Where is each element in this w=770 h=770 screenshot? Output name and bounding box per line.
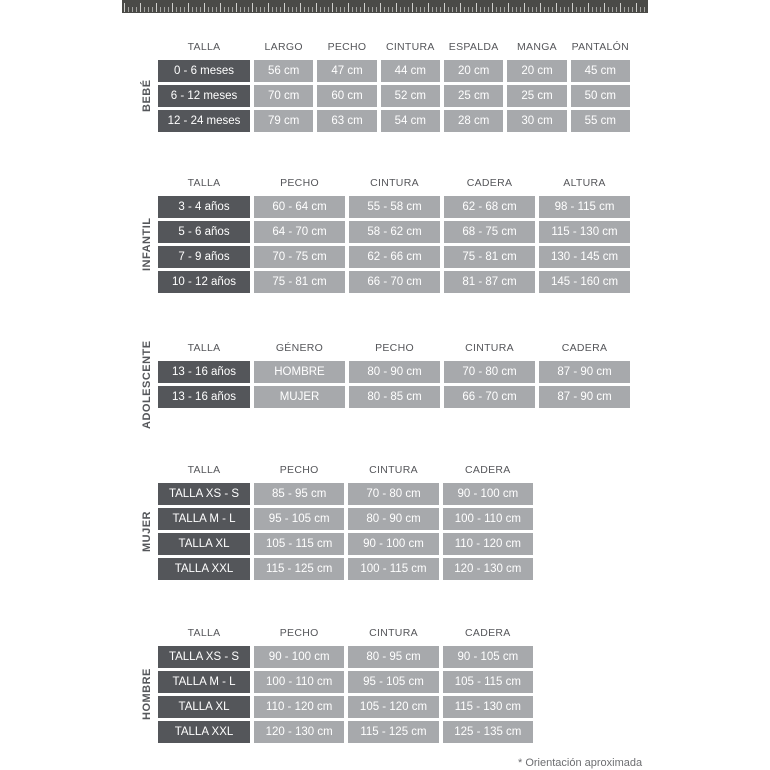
col-header: PECHO [279,463,319,476]
value-cell: 90 - 100 cm [254,646,344,668]
col-header: CINTURA [385,40,435,53]
value-cell: 62 - 68 cm [444,196,535,218]
col-header: CADERA [466,176,513,189]
col-header: TALLA [187,176,221,189]
size-cell: 10 - 12 años [158,271,250,293]
table-hombre [141,622,533,743]
value-cell: 115 - 130 cm [539,221,630,243]
value-cell: 90 - 105 cm [443,646,533,668]
col-header: LARGO [264,40,303,53]
value-cell: 44 cm [381,60,440,82]
table-mujer [141,459,533,580]
col-header: PANTALÓN [571,40,630,53]
col-header: PECHO [375,341,414,354]
size-cell: 12 - 24 meses [158,110,250,132]
size-cell: 7 - 9 años [158,246,250,268]
value-cell: 115 - 125 cm [348,721,438,743]
size-cell: TALLA XXL [158,721,250,743]
value-cell: 60 cm [317,85,376,107]
value-cell: 70 - 75 cm [254,246,345,268]
size-cell: TALLA XS - S [158,646,250,668]
ruler-ticks-long [124,3,646,12]
col-header: CADERA [465,463,511,476]
value-cell: 85 - 95 cm [254,483,344,505]
size-cell: TALLA XXL [158,558,250,580]
value-cell: 120 - 130 cm [254,721,344,743]
value-cell: 20 cm [444,60,503,82]
col-header: CINTURA [369,626,418,639]
value-cell: 90 - 100 cm [443,483,533,505]
value-cell: 80 - 90 cm [349,361,440,383]
value-cell: 98 - 115 cm [539,196,630,218]
footnote: * Orientación aproximada [518,757,643,769]
value-cell: 25 cm [507,85,566,107]
col-header: GÉNERO [275,341,324,354]
value-cell: 80 - 95 cm [348,646,438,668]
size-cell: 5 - 6 años [158,221,250,243]
measuring-tape-ruler [122,0,648,13]
value-cell: 58 - 62 cm [349,221,440,243]
size-cell: 0 - 6 meses [158,60,250,82]
value-cell: 87 - 90 cm [539,386,630,408]
value-cell: 95 - 105 cm [254,508,344,530]
col-header: PECHO [279,626,319,639]
value-cell: 70 - 80 cm [444,361,535,383]
size-cell: 13 - 16 años [158,386,250,408]
group-label-mujer: MUJER [141,511,153,553]
value-cell: 80 - 90 cm [348,508,438,530]
value-cell: 100 - 110 cm [254,671,344,693]
value-cell: 75 - 81 cm [254,271,345,293]
size-cell: 3 - 4 años [158,196,250,218]
value-cell: 63 cm [317,110,376,132]
col-header: TALLA [187,341,221,354]
table-adolescente [141,337,630,429]
value-cell: 105 - 115 cm [443,671,533,693]
group-label-adolescente: ADOLESCENTE [141,340,153,429]
col-header: ESPALDA [448,40,499,53]
value-cell: 60 - 64 cm [254,196,345,218]
col-header: CINTURA [369,463,418,476]
col-header: CADERA [561,341,608,354]
col-header: CADERA [465,626,511,639]
value-cell: 54 cm [381,110,440,132]
value-cell: 120 - 130 cm [443,558,533,580]
col-header: MANGA [516,40,557,53]
size-cell: 6 - 12 meses [158,85,250,107]
col-header: PECHO [280,176,319,189]
table-bebe [141,36,630,132]
value-cell: 100 - 110 cm [443,508,533,530]
value-cell: 100 - 115 cm [348,558,438,580]
size-cell: TALLA M - L [158,671,250,693]
value-cell: 47 cm [317,60,376,82]
value-cell: 50 cm [571,85,630,107]
group-label-bebe: BEBÉ [141,79,153,113]
value-cell: 20 cm [507,60,566,82]
value-cell: 115 - 125 cm [254,558,344,580]
col-header: CINTURA [370,176,419,189]
value-cell: 81 - 87 cm [444,271,535,293]
value-cell: 110 - 120 cm [443,533,533,555]
value-cell: 90 - 100 cm [348,533,438,555]
size-cell: TALLA XL [158,533,250,555]
value-cell: 87 - 90 cm [539,361,630,383]
col-header: PECHO [327,40,367,53]
value-cell: 80 - 85 cm [349,386,440,408]
value-cell: 55 - 58 cm [349,196,440,218]
value-cell: 105 - 115 cm [254,533,344,555]
value-cell: 70 - 80 cm [348,483,438,505]
value-cell: 145 - 160 cm [539,271,630,293]
value-cell: 66 - 70 cm [349,271,440,293]
value-cell: 30 cm [507,110,566,132]
value-cell: 66 - 70 cm [444,386,535,408]
value-cell: 28 cm [444,110,503,132]
col-header: CINTURA [465,341,514,354]
value-cell: 105 - 120 cm [348,696,438,718]
col-header: TALLA [187,626,221,639]
value-cell: 68 - 75 cm [444,221,535,243]
col-header: ALTURA [563,176,606,189]
size-cell: TALLA XS - S [158,483,250,505]
table-infantil [141,172,630,293]
value-cell: 25 cm [444,85,503,107]
value-cell: 52 cm [381,85,440,107]
value-cell: 64 - 70 cm [254,221,345,243]
value-cell: 62 - 66 cm [349,246,440,268]
value-cell: 56 cm [254,60,313,82]
col-header: TALLA [187,40,221,53]
group-label-hombre: HOMBRE [141,668,153,721]
value-cell: HOMBRE [254,361,345,383]
value-cell: 130 - 145 cm [539,246,630,268]
size-cell: TALLA XL [158,696,250,718]
group-label-infantil: INFANTIL [141,217,153,272]
value-cell: MUJER [254,386,345,408]
value-cell: 45 cm [571,60,630,82]
size-cell: TALLA M - L [158,508,250,530]
value-cell: 110 - 120 cm [254,696,344,718]
value-cell: 95 - 105 cm [348,671,438,693]
size-cell: 13 - 16 años [158,361,250,383]
value-cell: 79 cm [254,110,313,132]
value-cell: 115 - 130 cm [443,696,533,718]
col-header: TALLA [187,463,221,476]
value-cell: 55 cm [571,110,630,132]
value-cell: 70 cm [254,85,313,107]
value-cell: 125 - 135 cm [443,721,533,743]
value-cell: 75 - 81 cm [444,246,535,268]
